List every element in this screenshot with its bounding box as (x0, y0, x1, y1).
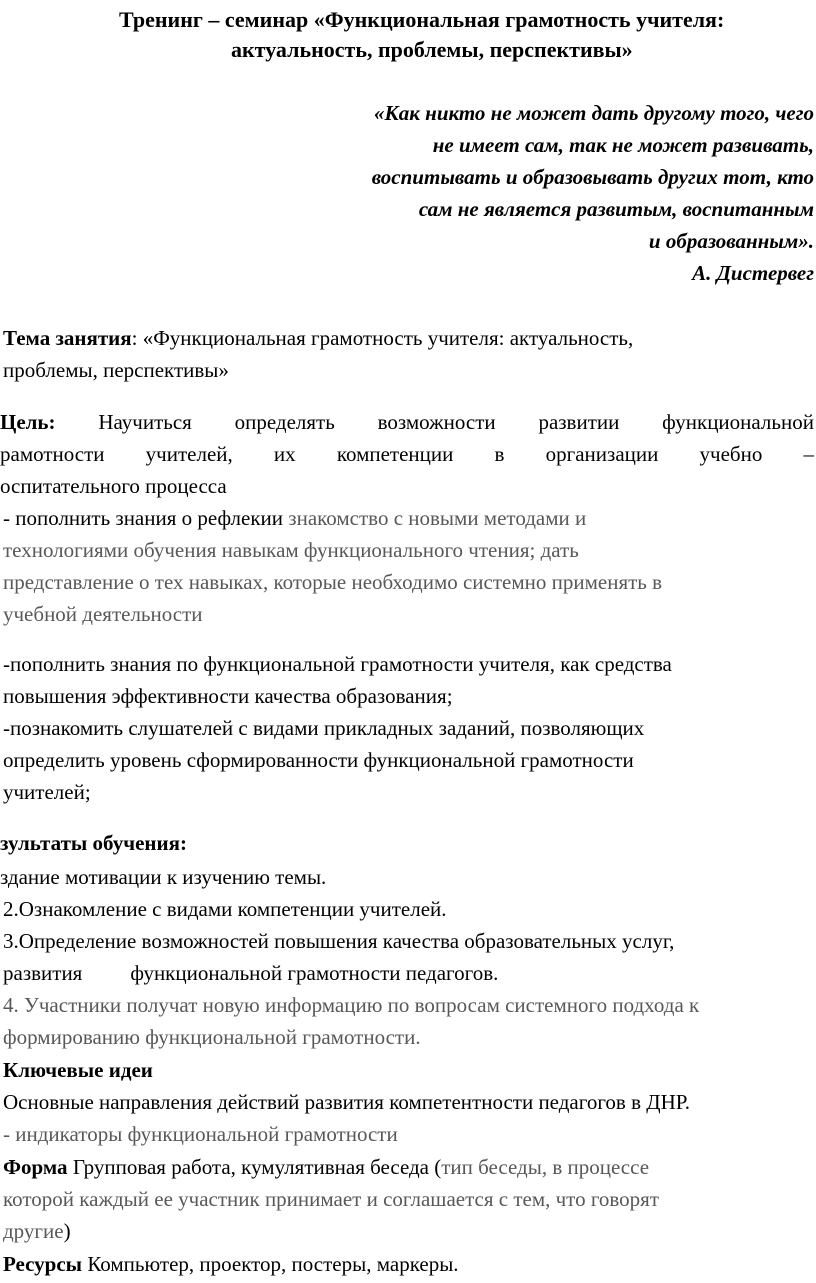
epigraph-author: А. Дистервег (692, 261, 814, 285)
goal-line-3: оспитательного процесса (0, 474, 227, 498)
epigraph-line-5: и образованным». (648, 229, 814, 253)
key-ideas-line-1: Основные направления действий развития компетентности педагогов в ДНР. (3, 1090, 691, 1114)
results-item-4-line-2: формированию функциональной грамотности. (3, 1025, 421, 1049)
epigraph-line-1: «Как никто не может дать другому того, чего (374, 101, 814, 125)
topic-label: Тема занятия (3, 326, 132, 350)
task-1-line-1: - пополнить знания о рефлекии знакомство с новыми методами и (3, 506, 587, 530)
results-item-2: 2.Ознакомление с видами компетенции учителей. (3, 897, 447, 921)
title-line-2: актуальность, проблемы, перспективы» (231, 37, 633, 62)
key-ideas-line-2: - индикаторы функциональной грамотности (3, 1122, 398, 1146)
task-3-line-3: учителей; (3, 780, 91, 804)
resources-line: Ресурсы Компьютер, проектор, постеры, маркеры. (3, 1252, 459, 1276)
results-item-3-line-2: развития функциональной грамотности педагогов. (3, 961, 499, 985)
epigraph-line-4: сам не является развитым, воспитанным (418, 197, 814, 221)
topic-line-2: проблемы, перспективы» (3, 358, 229, 382)
epigraph-line-2: не имеет сам, так не может развивать, (432, 133, 814, 157)
key-ideas-heading: Ключевые идеи (3, 1058, 153, 1082)
goal-line-1: Цель: Научиться определять возможности развитии функциональной (0, 410, 814, 434)
task-3-line-2: определить уровень сформированности функциональной грамотности (3, 748, 634, 772)
results-item-3-line-1: 3.Определение возможностей повышения качества образовательных услуг, (3, 929, 675, 953)
results-item-4-line-1: 4. Участники получат новую информацию по вопросам системного подхода к (3, 993, 700, 1017)
resources-label: Ресурсы (3, 1252, 83, 1276)
topic-line-1: Тема занятия: «Функциональная грамотность учителя: актуальность, (3, 326, 634, 350)
task-3-line-1: -познакомить слушателей с видами прикладных заданий, позволяющих (3, 716, 645, 740)
results-heading: зультаты обучения: (0, 831, 187, 855)
task-1-line-4: учебной деятельности (3, 602, 203, 626)
form-line-2: которой каждый ее участник принимает и соглашается с тем, что говорят (3, 1187, 660, 1211)
form-line-1: Форма Групповая работа, кумулятивная беседа (тип беседы, в процессе (3, 1155, 650, 1179)
form-label: Форма (3, 1155, 68, 1179)
title-line-1: Тренинг – семинар «Функциональная грамотность учителя: (119, 7, 725, 32)
results-item-1: здание мотивации к изучению темы. (0, 865, 327, 889)
task-2-line-2: повышения эффективности качества образования; (3, 684, 453, 708)
task-1-line-2: технологиями обучения навыкам функционального чтения; дать (3, 538, 579, 562)
form-line-3: другие) (3, 1219, 71, 1243)
goal-line-2: рамотности учителей, их компетенции в организации учебно – (0, 442, 814, 466)
task-2-line-1: -пополнить знания по функциональной грамотности учителя, как средства (3, 652, 672, 676)
task-1-line-3: представление о тех навыках, которые необходимо системно применять в (3, 570, 663, 594)
epigraph-line-3: воспитывать и образовывать других тот, кто (371, 165, 814, 189)
goal-label: Цель: (0, 410, 56, 434)
